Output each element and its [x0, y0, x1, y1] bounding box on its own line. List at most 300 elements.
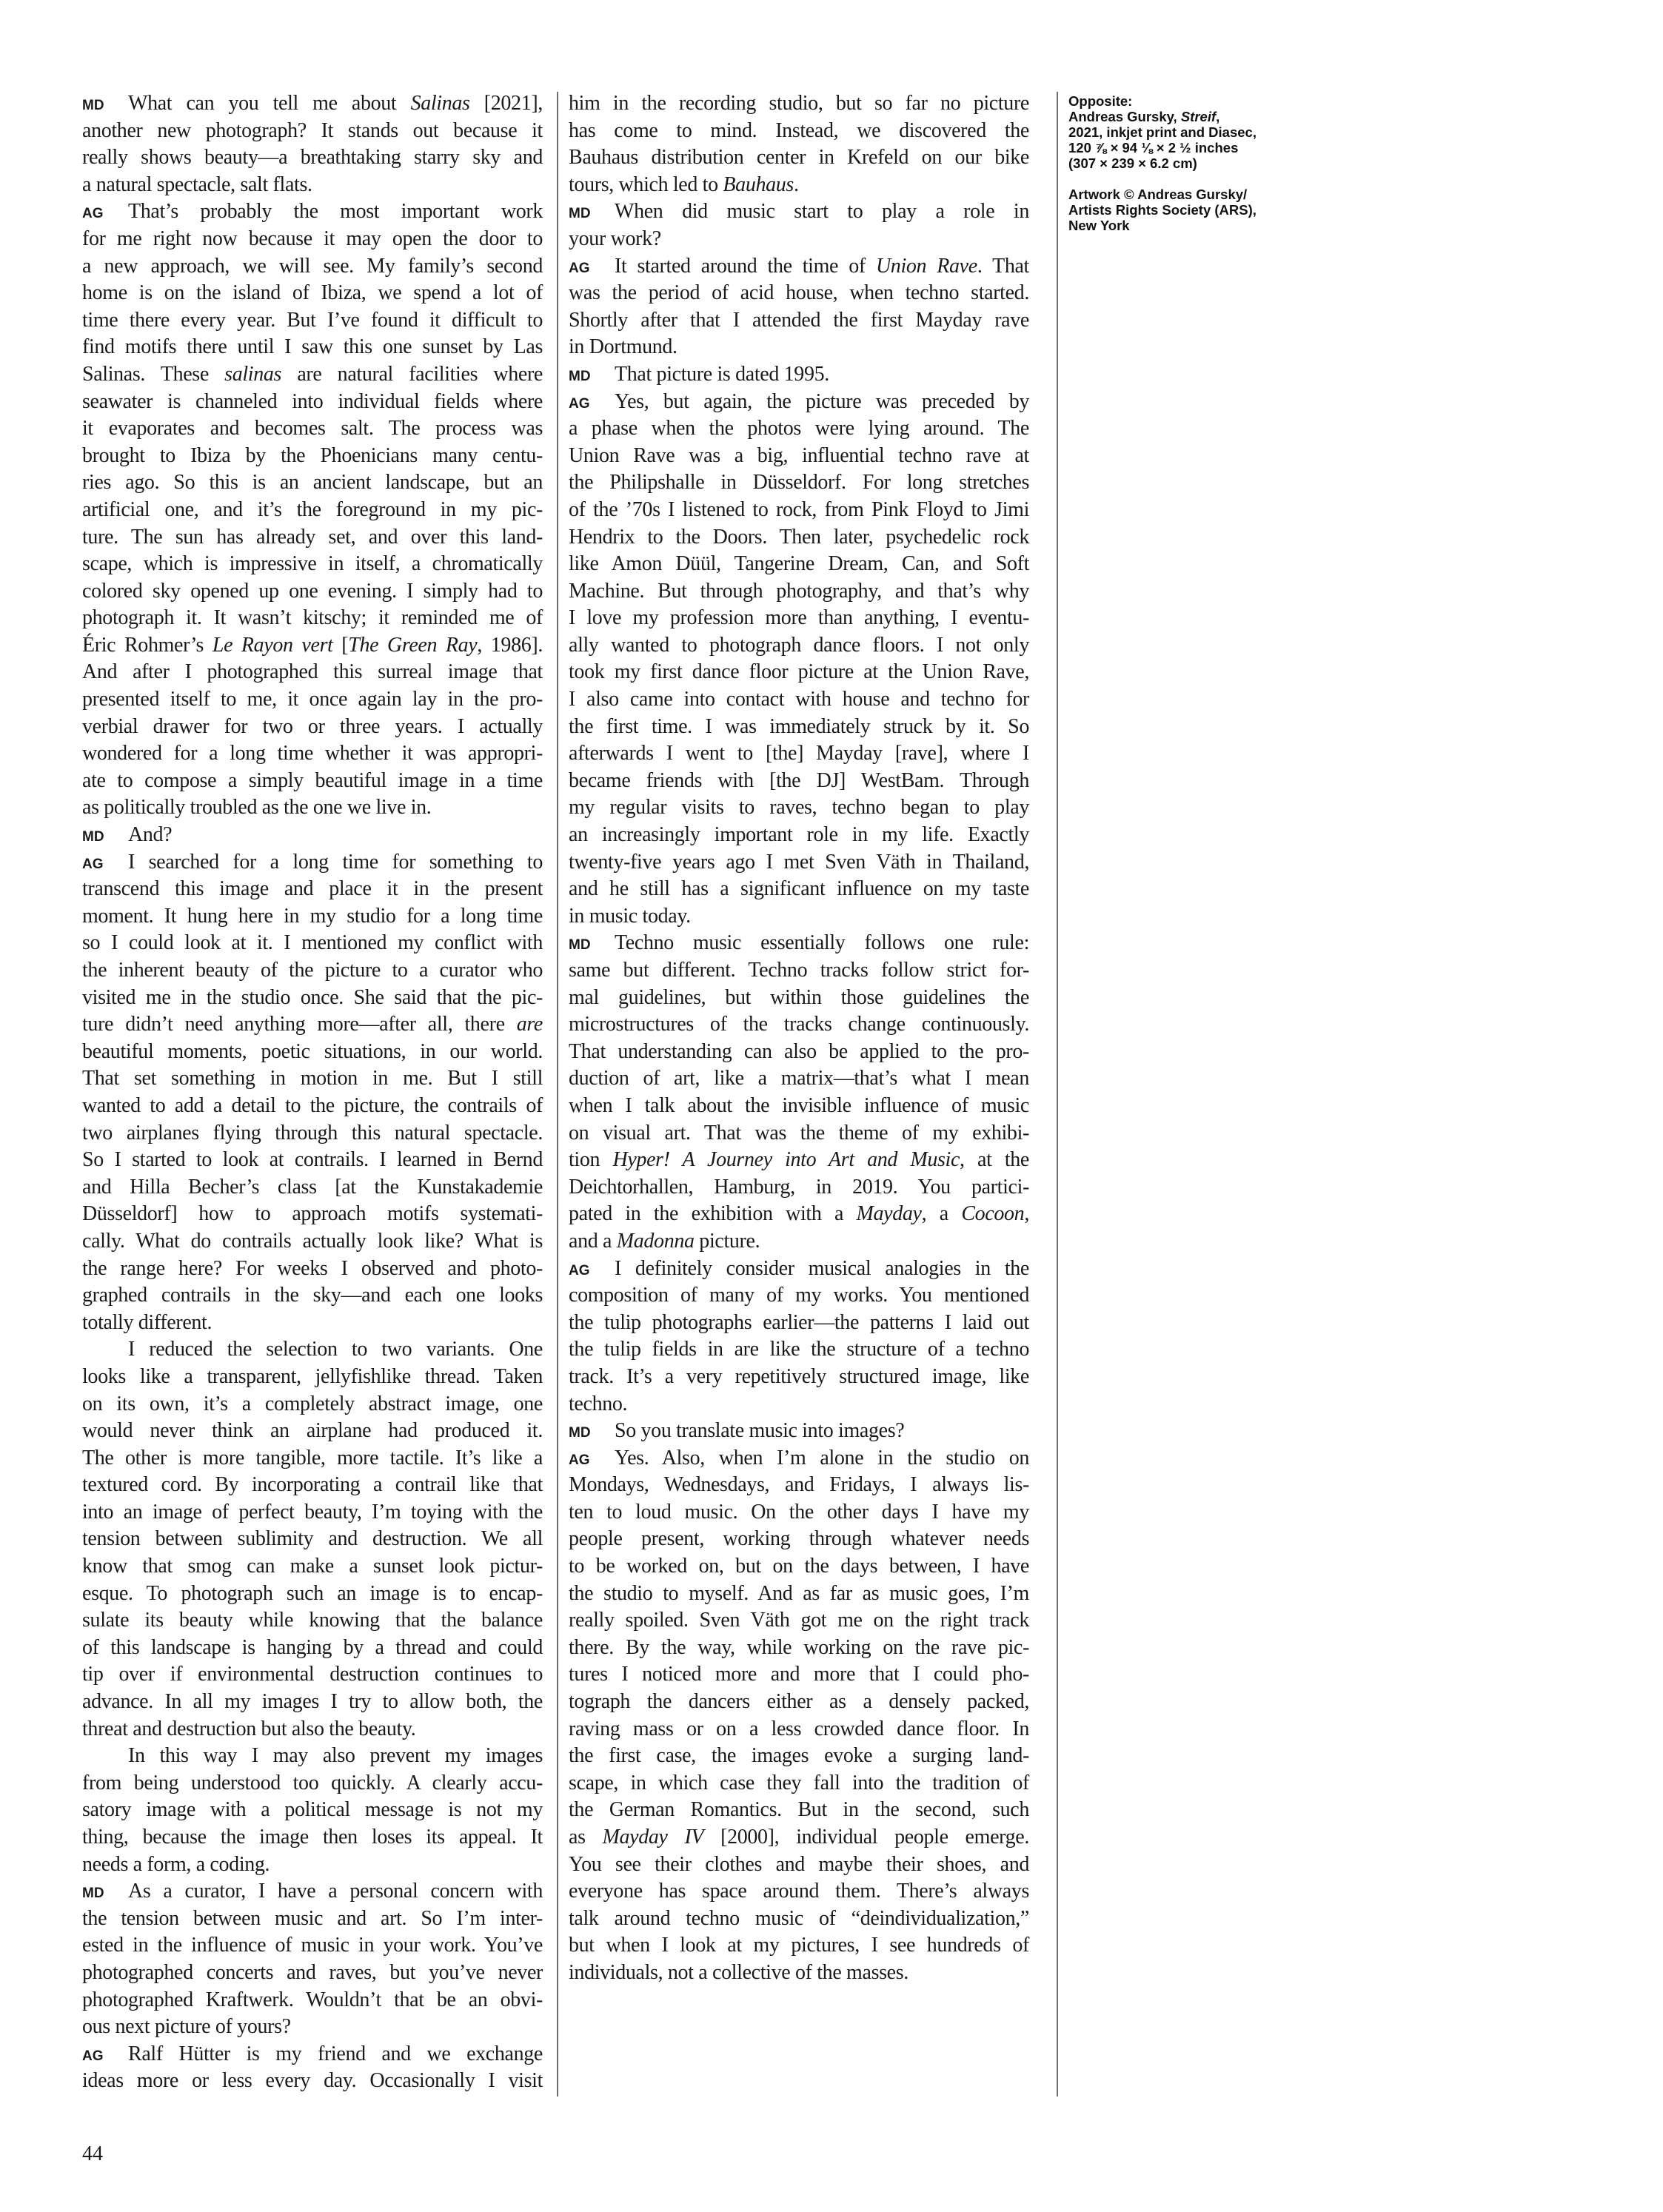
speaker-label: MD [569, 368, 591, 384]
text-line [569, 1310, 1029, 1337]
line-text: became friends with [the DJ] WestBam. Through [569, 768, 1029, 792]
page-number: 44 [82, 2142, 103, 2165]
line-text: another new photograph? It stands out because it [82, 118, 543, 142]
line-text: And? [128, 823, 173, 847]
text-line [569, 957, 1029, 985]
line-text: the range here? For weeks I observed and photo- [82, 1256, 543, 1280]
text-line [569, 794, 1029, 822]
text-line [82, 1093, 543, 1120]
text-line [82, 1445, 543, 1472]
line-text: a new approach, we will see. My family’s second [82, 254, 543, 278]
line-text: ries ago. So this is an ancient landscape, but an [82, 471, 543, 495]
text-line [569, 551, 1029, 578]
text-line [82, 1661, 543, 1689]
text-line [569, 1743, 1029, 1770]
text-line [569, 849, 1029, 877]
speaker-label: MD [569, 1425, 591, 1441]
line-text: sulate its beauty while knowing that the balance [82, 1609, 543, 1632]
line-text: ested in the influence of music in your work. You’ve [82, 1934, 543, 1957]
text-line [82, 903, 543, 931]
line-text: graphed contrails in the sky—and each one looks [82, 1284, 543, 1307]
line-text: tures I noticed more and more that I could pho- [569, 1663, 1029, 1686]
line-text: wondered for a long time whether it was appropri- [82, 742, 543, 765]
line-text: ous next picture of yours? [82, 2015, 291, 2039]
caption-label: Opposite: [1068, 93, 1133, 109]
line-text: That set something in motion in me. But I still [82, 1067, 543, 1090]
text-line [569, 659, 1029, 686]
speaker-label: AG [82, 856, 104, 872]
text-line [82, 90, 543, 118]
text-line [569, 1011, 1029, 1039]
line-text: as politically troubled as the one we live in. [82, 796, 432, 820]
line-text: It started around the time of Union Rave. That [615, 254, 1029, 278]
text-line [82, 1256, 543, 1283]
line-text: artificial one, and it’s the foreground in my pic- [82, 497, 543, 521]
text-line [82, 985, 543, 1012]
interview-column-1 [82, 90, 543, 2095]
text-line [569, 524, 1029, 552]
line-text: In this way I may also prevent my images [128, 1744, 543, 1768]
text-line [82, 957, 543, 985]
line-text: duction of art, like a matrix—that’s what I mean [569, 1067, 1029, 1090]
text-line [82, 334, 543, 361]
text-line [569, 389, 1029, 416]
text-line [82, 794, 543, 822]
text-line [569, 90, 1029, 118]
text-line [569, 1906, 1029, 1933]
line-text: thing, because the image then loses its appeal. It [82, 1826, 543, 1849]
speaker-label: MD [569, 937, 591, 953]
line-text: textured cord. By incorporating a contrail like that [82, 1473, 543, 1497]
text-line [569, 1607, 1029, 1635]
text-line [82, 632, 543, 660]
text-line [569, 1093, 1029, 1120]
line-text: afterwards I went to [the] Mayday [rave], where I [569, 742, 1029, 765]
line-text: and Hilla Becher’s class [at the Kunstakademie [82, 1175, 543, 1199]
line-text: tension between sublimity and destruction. We all [82, 1527, 543, 1551]
line-text: composition of many of my works. You mentioned [569, 1284, 1029, 1307]
text-line [82, 740, 543, 768]
text-line [82, 1174, 543, 1201]
text-line [82, 389, 543, 416]
text-line [82, 659, 543, 686]
text-line [569, 1932, 1029, 1960]
line-text: scape, which is impressive in itself, a chromatically [82, 552, 543, 576]
line-text: As a curator, I have a personal concern with [128, 1880, 543, 1903]
text-line [569, 334, 1029, 361]
line-text: in music today. [569, 904, 691, 928]
text-line [82, 361, 543, 389]
line-text: photographed Kraftwerk. Wouldn’t that be an obvi- [82, 1988, 543, 2011]
line-text: the inherent beauty of the picture to a curator who [82, 959, 543, 982]
text-line [569, 1581, 1029, 1608]
line-text: I definitely consider musical analogies in the [615, 1256, 1029, 1280]
column-divider [1057, 92, 1058, 2097]
text-line [82, 1065, 543, 1093]
line-text: individuals, not a collective of the masses. [569, 1960, 909, 1984]
text-line [82, 1906, 543, 1933]
caption-artwork-title: Streif [1180, 109, 1217, 124]
line-text: know that smog can make a sunset look pictur- [82, 1555, 543, 1578]
text-line [82, 1228, 543, 1256]
line-text: Deichtorhallen, Hamburg, in 2019. You partici- [569, 1175, 1029, 1199]
text-line [82, 1824, 543, 1851]
line-text: so I could look at it. I mentioned my conflict with [82, 931, 543, 955]
text-line [82, 1120, 543, 1147]
line-text: You see their clothes and maybe their shoes, and [569, 1852, 1029, 1876]
text-line [82, 1011, 543, 1039]
text-line [82, 1932, 543, 1960]
speaker-label: AG [569, 1452, 590, 1468]
line-text: brought to Ibiza by the Phoenicians many centu- [82, 443, 543, 467]
line-text: I searched for a long time for something to [128, 850, 543, 874]
line-text: totally different. [82, 1310, 213, 1334]
line-text: as Mayday IV [2000], individual people emerge. [569, 1826, 1029, 1849]
text-line [569, 253, 1029, 281]
line-text: it evaporates and becomes salt. The process was [82, 417, 543, 440]
line-text: Düsseldorf] how to approach motifs systemati- [82, 1202, 543, 1226]
text-line [569, 1256, 1029, 1283]
text-line [82, 686, 543, 714]
text-line [82, 768, 543, 795]
text-line [82, 1364, 543, 1391]
line-text: ture. The sun has already set, and over this land- [82, 525, 543, 549]
line-text: there. By the way, while working on the rave pic- [569, 1635, 1029, 1659]
line-text: my regular visits to raves, techno began to play [569, 796, 1029, 820]
text-line [82, 1716, 543, 1743]
line-text: and he still has a significant influence on my taste [569, 877, 1029, 901]
text-line [82, 172, 543, 199]
line-text: a natural spectacle, salt flats. [82, 172, 312, 196]
line-text: the tulip photographs earlier—the patterns I laid out [569, 1310, 1029, 1334]
text-line [82, 253, 543, 281]
line-text: a phase when the photos were lying around. The [569, 417, 1029, 440]
caption-dimensions-in: 120 ⅞ × 94 ⅛ × 2 ½ inches [1068, 140, 1239, 155]
line-text: Yes, but again, the picture was preceded by [615, 389, 1029, 413]
caption-medium: 2021, inkjet print and Diasec, [1068, 124, 1257, 140]
line-text: the studio to myself. And as far as music goes, I’m [569, 1581, 1029, 1605]
text-line [82, 280, 543, 307]
text-line [569, 1364, 1029, 1391]
text-line [82, 1797, 543, 1824]
text-line [569, 1797, 1029, 1824]
interview-column-2 [569, 90, 1029, 1987]
text-line [569, 1039, 1029, 1066]
line-text: people present, working through whatever needs [569, 1527, 1029, 1551]
text-line [82, 1960, 543, 1987]
line-text: Ralf Hütter is my friend and we exchange [128, 2042, 543, 2065]
text-line [569, 686, 1029, 714]
text-line [82, 1607, 543, 1635]
line-text: Union Rave was a big, influential techno rave at [569, 443, 1029, 467]
text-line [82, 551, 543, 578]
text-line [82, 226, 543, 253]
line-text: seawater is channeled into individual fields where [82, 389, 543, 413]
line-text: I also came into contact with house and techno for [569, 688, 1029, 711]
text-line [569, 118, 1029, 145]
text-line [82, 1689, 543, 1716]
caption-credit-line: Artists Rights Society (ARS), [1068, 202, 1257, 218]
caption-credit-line: Artwork © Andreas Gursky/ [1068, 187, 1248, 202]
text-line [82, 876, 543, 903]
line-text: visited me in the studio once. She said that the pic- [82, 985, 543, 1009]
caption-details [1068, 93, 1291, 171]
line-text: the first time. I was immediately struck by it. So [569, 714, 1029, 738]
line-text: satory image with a political message is not my [82, 1798, 543, 1822]
text-line [569, 714, 1029, 741]
line-text: scape, in which case they fall into the tradition of [569, 1771, 1029, 1794]
line-text: like Amon Düül, Tangerine Dream, Can, and Soft [569, 552, 1029, 576]
text-line [569, 632, 1029, 660]
line-text: When did music start to play a role in [615, 200, 1029, 224]
line-text: wanted to add a detail to the picture, the contrails of [82, 1093, 543, 1117]
line-text: twenty-five years ago I met Sven Väth in Thailand, [569, 850, 1029, 874]
text-line [569, 1391, 1029, 1418]
text-line [82, 849, 543, 877]
text-line [569, 1336, 1029, 1364]
text-line [569, 1716, 1029, 1743]
line-text: techno. [569, 1392, 628, 1415]
line-text: an increasingly important role in my life. Exactly [569, 823, 1029, 847]
text-line [82, 1581, 543, 1608]
line-text: looks like a transparent, jellyfishlike thread. Taken [82, 1364, 543, 1388]
text-line [82, 1526, 543, 1553]
line-text: him in the recording studio, but so far no picture [569, 92, 1029, 115]
text-line [569, 144, 1029, 172]
text-line [82, 497, 543, 524]
text-line [82, 1336, 543, 1364]
line-text: to be worked on, but on the days between, I have [569, 1555, 1029, 1578]
text-line [82, 1553, 543, 1581]
image-caption [1068, 93, 1291, 249]
text-line [569, 1770, 1029, 1797]
line-text: I reduced the selection to two variants. One [128, 1338, 543, 1361]
line-text: ture didn’t need anything more—after all, there are [82, 1013, 543, 1036]
text-line [569, 469, 1029, 497]
line-text: So you translate music into images? [615, 1419, 905, 1443]
text-line [569, 1635, 1029, 1662]
text-line [569, 1689, 1029, 1716]
line-text: talk around techno music of “deindividualization,” [569, 1906, 1029, 1930]
text-line [82, 118, 543, 145]
line-text: threat and destruction but also the beauty. [82, 1717, 416, 1740]
text-line [82, 469, 543, 497]
line-text: microstructures of the tracks change continuously. [569, 1013, 1029, 1036]
text-line [569, 1661, 1029, 1689]
line-text: two airplanes flying through this natural spectacle. [82, 1121, 543, 1144]
line-text: of the ’70s I listened to rock, from Pink Floyd to Jimi [569, 497, 1029, 521]
text-line [569, 198, 1029, 226]
line-text: ten to loud music. On the other days I have my [569, 1500, 1029, 1524]
speaker-label: MD [82, 829, 104, 845]
line-text: the first case, the images evoke a surging land- [569, 1744, 1029, 1768]
text-line [82, 1987, 543, 2014]
text-line [569, 361, 1029, 389]
text-line [569, 226, 1029, 253]
text-line [569, 1174, 1029, 1201]
text-line [82, 1472, 543, 1499]
speaker-label: AG [569, 395, 590, 412]
line-text: What can you tell me about Salinas [2021], [128, 92, 543, 115]
text-line [82, 1635, 543, 1662]
column-divider [557, 92, 558, 2097]
line-text: time there every year. But I’ve found it difficult to [82, 308, 543, 332]
text-line [569, 1472, 1029, 1499]
line-text: That’s probably the most important work [128, 200, 543, 224]
caption-credit-line: New York [1068, 218, 1130, 233]
text-line [82, 1851, 543, 1879]
caption-artist: Andreas Gursky, Streif, [1068, 109, 1220, 124]
line-text: Éric Rohmer’s Le Rayon vert [The Green Ray, 1986]. [82, 633, 543, 657]
line-text: raving mass or on a less crowded dance floor. In [569, 1717, 1029, 1740]
line-text: took my first dance floor picture at the Union Rave, [569, 660, 1029, 684]
text-line [569, 172, 1029, 199]
line-text: Techno music essentially follows one rule: [615, 931, 1029, 955]
line-text: That understanding can also be applied to the pro- [569, 1039, 1029, 1063]
line-text: Machine. But through photography, and that’s why [569, 579, 1029, 603]
line-text: needs a form, a coding. [82, 1852, 270, 1876]
text-line [569, 1418, 1029, 1445]
text-line [82, 1743, 543, 1770]
text-line [82, 714, 543, 741]
caption-dimensions-cm: (307 × 239 × 6.2 cm) [1068, 155, 1197, 171]
text-line [82, 415, 543, 443]
text-line [82, 198, 543, 226]
line-text: I love my profession more than anything, I eventu- [569, 606, 1029, 630]
text-line [569, 443, 1029, 470]
line-text: and a Madonna picture. [569, 1229, 760, 1253]
line-text: transcend this image and place it in the present [82, 877, 543, 901]
text-line [569, 1851, 1029, 1879]
line-text: the tension between music and art. So I’m inter- [82, 1906, 543, 1930]
speaker-label: AG [82, 206, 104, 222]
line-text: That picture is dated 1995. [615, 362, 829, 386]
line-text: in Dortmund. [569, 335, 677, 359]
text-line [82, 1201, 543, 1228]
text-line [569, 768, 1029, 795]
caption-credit [1068, 187, 1291, 233]
speaker-label: AG [82, 2048, 104, 2064]
line-text: ideas more or less every day. Occasionally I visit [82, 2069, 543, 2093]
text-line [569, 1499, 1029, 1526]
line-text: colored sky opened up one evening. I simply had to [82, 579, 543, 603]
line-text: Salinas. These salinas are natural facilities where [82, 362, 543, 386]
line-text: So I started to look at contrails. I learned in Bernd [82, 1148, 543, 1172]
line-text: beautiful moments, poetic situations, in our world. [82, 1039, 543, 1063]
line-text: the tulip fields in are like the structure of a techno [569, 1338, 1029, 1361]
text-line [569, 415, 1029, 443]
line-text: photographed concerts and raves, but you’ve never [82, 1960, 543, 1984]
line-text: for me right now because it may open the door to [82, 227, 543, 250]
text-line [569, 578, 1029, 606]
text-line [569, 497, 1029, 524]
text-line [82, 822, 543, 849]
line-text: Shortly after that I attended the first Mayday rave [569, 308, 1029, 332]
line-text: Yes. Also, when I’m alone in the studio on [615, 1446, 1029, 1469]
text-line [569, 1120, 1029, 1147]
speaker-label: AG [569, 260, 590, 276]
text-line [569, 822, 1029, 849]
line-text: advance. In all my images I try to allow both, the [82, 1690, 543, 1714]
line-text: Mondays, Wednesdays, and Fridays, I always lis- [569, 1473, 1029, 1497]
text-line [82, 1282, 543, 1310]
text-line [569, 930, 1029, 957]
line-text: into an image of perfect beauty, I’m toying with the [82, 1500, 543, 1524]
line-text: esque. To photograph such an image is to encap- [82, 1581, 543, 1605]
line-text: ally wanted to photograph dance floors. I not only [569, 633, 1029, 657]
line-text: The other is more tangible, more tactile. It’s like a [82, 1446, 543, 1469]
line-text: mal guidelines, but within those guidelines the [569, 985, 1029, 1009]
text-line [82, 1391, 543, 1418]
text-line [569, 1824, 1029, 1851]
text-line [82, 1418, 543, 1445]
line-text: home is on the island of Ibiza, we spend a lot of [82, 281, 543, 305]
line-text: the German Romantics. But in the second, such [569, 1798, 1029, 1822]
line-text: would never think an airplane had produced it. [82, 1419, 543, 1443]
text-line [569, 1553, 1029, 1581]
line-text: cally. What do contrails actually look like? What is [82, 1229, 543, 1253]
line-text: tion Hyper! A Journey into Art and Music, at the [569, 1148, 1029, 1172]
text-line [569, 1445, 1029, 1472]
line-text: moment. It hung here in my studio for a long time [82, 904, 543, 928]
line-text: Bauhaus distribution center in Krefeld on our bike [569, 146, 1029, 170]
speaker-label: MD [569, 206, 591, 222]
line-text: when I talk about the invisible influence of music [569, 1093, 1029, 1117]
text-line [82, 524, 543, 552]
line-text: was the period of acid house, when techno started. [569, 281, 1029, 305]
text-line [82, 930, 543, 957]
text-line [569, 1282, 1029, 1310]
line-text: find motifs there until I saw this one sunset by Las [82, 335, 543, 359]
line-text: track. It’s a very repetitively structured image, like [569, 1364, 1029, 1388]
line-text: pated in the exhibition with a Mayday, a Cocoon, [569, 1202, 1029, 1226]
text-line [82, 1039, 543, 1066]
line-text: And after I photographed this surreal image that [82, 660, 543, 684]
text-line [569, 307, 1029, 335]
line-text: on its own, it’s a completely abstract image, one [82, 1392, 543, 1415]
text-line [82, 578, 543, 606]
text-line [569, 1878, 1029, 1906]
text-line [569, 876, 1029, 903]
text-line [82, 2068, 543, 2095]
text-line [569, 605, 1029, 632]
line-text: the Philipshalle in Düsseldorf. For long stretches [569, 471, 1029, 495]
line-text: same but different. Techno tracks follow strict for- [569, 959, 1029, 982]
text-line [569, 903, 1029, 931]
line-text: ate to compose a simply beautiful image in a time [82, 768, 543, 792]
speaker-label: MD [82, 98, 104, 113]
text-line [82, 1770, 543, 1797]
text-line [82, 1310, 543, 1337]
line-text: photograph it. It wasn’t kitschy; it reminded me of [82, 606, 543, 630]
text-line [82, 443, 543, 470]
line-text: presented itself to me, it once again lay in the pro- [82, 688, 543, 711]
text-line [82, 605, 543, 632]
line-text: from being understood too quickly. A clearly accu- [82, 1771, 543, 1794]
line-text: verbial drawer for two or three years. I actually [82, 714, 543, 738]
line-text: has come to mind. Instead, we discovered the [569, 118, 1029, 142]
text-line [569, 1147, 1029, 1174]
line-text: of this landscape is hanging by a thread and could [82, 1635, 543, 1659]
text-line [82, 307, 543, 335]
line-text: your work? [569, 227, 661, 250]
text-line [569, 1201, 1029, 1228]
speaker-label: AG [569, 1262, 590, 1278]
text-line [569, 1228, 1029, 1256]
line-text: really spoiled. Sven Väth got me on the right track [569, 1609, 1029, 1632]
text-line [569, 740, 1029, 768]
line-text: tip over if environmental destruction continues to [82, 1663, 543, 1686]
